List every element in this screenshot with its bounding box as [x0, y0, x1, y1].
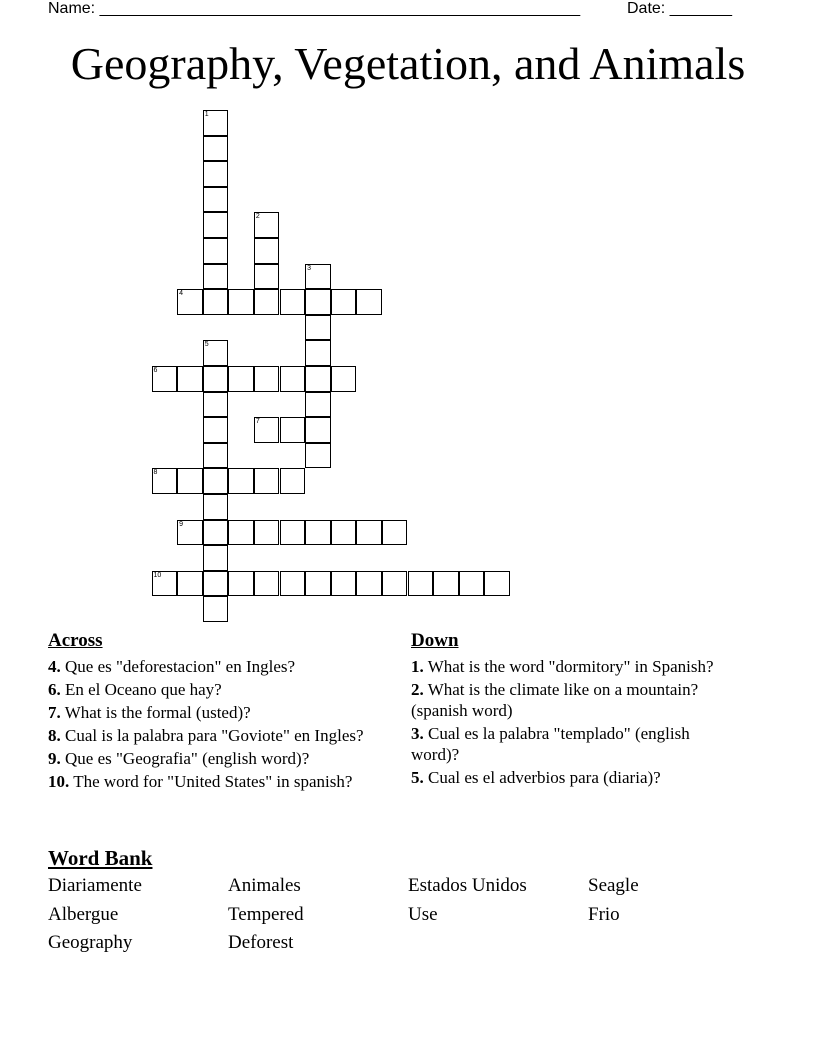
clue-num: 10. — [48, 772, 70, 791]
grid-cell[interactable] — [203, 136, 229, 162]
grid-cell[interactable] — [305, 264, 331, 290]
word-bank-item: Deforest — [228, 932, 294, 953]
grid-cell[interactable] — [254, 520, 280, 546]
across-clues — [48, 628, 378, 792]
across-clue — [48, 771, 378, 792]
word-bank-heading: Word Bank — [48, 846, 153, 870]
word-bank-item: Seagle — [588, 875, 639, 896]
grid-cell[interactable] — [433, 571, 459, 597]
grid-cell[interactable] — [305, 340, 331, 366]
grid-cell[interactable] — [484, 571, 510, 597]
across-clue — [48, 656, 378, 677]
grid-cell[interactable] — [305, 571, 331, 597]
grid-cell[interactable] — [280, 520, 306, 546]
clue-number: 6 — [153, 367, 158, 374]
word-bank-item: Use — [408, 903, 438, 925]
grid-cell[interactable] — [203, 494, 229, 520]
grid-cell[interactable] — [305, 289, 331, 315]
grid-cell[interactable] — [203, 161, 229, 187]
clue-text: What is the formal (usted)? — [60, 703, 251, 722]
grid-cell[interactable] — [331, 366, 357, 392]
clue-text: What is the climate like on a mountain? (spanish word) — [411, 680, 699, 720]
grid-cell[interactable] — [177, 289, 203, 315]
word-bank-item: Frio — [588, 903, 620, 925]
clue-number: 5 — [204, 341, 209, 349]
clue-text: Cual es la palabra "templado" (english word)? — [411, 724, 690, 764]
word-bank-item: Estados Unidos — [408, 875, 527, 896]
word-bank-item: Diariamente — [48, 875, 142, 896]
grid-cell[interactable] — [254, 238, 280, 264]
grid-cell[interactable] — [305, 366, 331, 392]
grid-cell[interactable] — [331, 520, 357, 546]
grid-cell[interactable] — [203, 392, 229, 418]
across-heading: Across — [48, 630, 103, 651]
grid-cell[interactable] — [228, 289, 254, 315]
grid-cell[interactable] — [382, 520, 408, 546]
page-title: Geography, Vegetation, and Animals — [70, 38, 746, 89]
grid-cell[interactable] — [382, 571, 408, 597]
clue-number: 7 — [255, 418, 260, 426]
down-clue — [411, 767, 741, 788]
grid-cell[interactable] — [203, 468, 229, 494]
grid-cell[interactable] — [356, 520, 382, 546]
clue-text: En el Oceano que hay? — [60, 680, 222, 699]
grid-cell[interactable] — [280, 417, 306, 443]
down-clue — [411, 679, 741, 721]
grid-cell[interactable] — [280, 289, 306, 315]
grid-cell[interactable] — [280, 468, 306, 494]
grid-cell[interactable] — [203, 340, 229, 366]
date-field[interactable]: Date: _______ — [627, 0, 732, 17]
grid-cell[interactable] — [305, 417, 331, 443]
down-clues — [411, 628, 741, 788]
clue-text: Que es "Geografia" (english word)? — [60, 749, 310, 768]
grid-cell[interactable] — [203, 264, 229, 290]
across-clue — [48, 748, 378, 769]
grid-cell[interactable] — [280, 366, 306, 392]
grid-cell[interactable] — [203, 238, 229, 264]
word-bank-item: Geography — [48, 932, 133, 953]
grid-cell[interactable] — [228, 366, 254, 392]
clue-num: 3. — [411, 724, 424, 743]
across-clue — [48, 679, 378, 700]
grid-cell[interactable] — [203, 571, 229, 597]
grid-cell[interactable] — [254, 289, 280, 315]
clue-text: Cual es el adverbios para (diaria)? — [423, 768, 661, 787]
grid-cell[interactable] — [203, 212, 229, 238]
grid-cell[interactable] — [152, 366, 178, 392]
grid-cell[interactable] — [408, 571, 434, 597]
word-bank-item: Albergue — [48, 903, 119, 925]
clue-num: 4. — [48, 657, 61, 676]
grid-cell[interactable] — [305, 520, 331, 546]
grid-cell[interactable] — [203, 417, 229, 443]
down-heading: Down — [411, 630, 459, 651]
grid-cell[interactable] — [177, 571, 203, 597]
grid-cell[interactable] — [254, 366, 280, 392]
grid-cell[interactable] — [203, 545, 229, 571]
clue-text: Cual is la palabra para "Goviote" en Ingles? — [60, 726, 364, 745]
grid-cell[interactable] — [203, 366, 229, 392]
grid-cell[interactable] — [203, 289, 229, 315]
word-bank-item: Animales — [228, 875, 301, 896]
grid-cell[interactable] — [203, 520, 229, 546]
grid-cell[interactable] — [203, 110, 229, 136]
grid-cell[interactable] — [356, 571, 382, 597]
clue-num: 6. — [48, 680, 61, 699]
clue-text: Que es "deforestacion" en Ingles? — [60, 657, 296, 676]
grid-cell[interactable] — [280, 571, 306, 597]
grid-cell[interactable] — [228, 571, 254, 597]
grid-cell[interactable] — [203, 187, 229, 213]
grid-cell[interactable] — [203, 443, 229, 469]
clue-number: 3 — [307, 264, 311, 272]
across-clue — [48, 725, 378, 746]
down-clue — [411, 723, 741, 765]
down-clue — [411, 656, 741, 677]
grid-cell[interactable] — [305, 392, 331, 418]
clue-number: 9 — [179, 520, 183, 528]
grid-cell[interactable] — [152, 571, 178, 597]
clue-num: 8. — [48, 726, 61, 745]
grid-cell[interactable] — [203, 596, 229, 622]
clue-number: 10 — [153, 571, 162, 579]
grid-cell[interactable] — [228, 520, 254, 546]
grid-cell[interactable] — [305, 443, 331, 469]
grid-cell[interactable] — [177, 468, 203, 494]
clue-num: 1. — [411, 657, 424, 676]
grid-cell[interactable] — [331, 571, 357, 597]
grid-cell[interactable] — [254, 468, 280, 494]
clue-text: What is the word "dormitory" in Spanish? — [423, 657, 714, 676]
grid-cell[interactable] — [356, 289, 382, 315]
grid-cell[interactable] — [305, 315, 331, 341]
clue-num: 9. — [48, 749, 61, 768]
across-clue — [48, 702, 378, 723]
grid-cell[interactable] — [254, 212, 280, 238]
clue-number: 2 — [255, 213, 260, 221]
clue-number: 1 — [204, 111, 209, 118]
clue-text: The word for "United States" in spanish? — [69, 772, 353, 791]
grid-cell[interactable] — [331, 289, 357, 315]
clue-num: 2. — [411, 680, 424, 699]
grid-cell[interactable] — [152, 468, 178, 494]
clue-number: 4 — [179, 290, 183, 298]
grid-cell[interactable] — [459, 571, 485, 597]
grid-cell[interactable] — [177, 366, 203, 392]
grid-cell[interactable] — [254, 417, 280, 443]
clue-num: 5. — [411, 768, 424, 787]
grid-cell[interactable] — [228, 468, 254, 494]
grid-cell[interactable] — [254, 264, 280, 290]
word-bank-item: Tempered — [228, 903, 304, 925]
grid-cell[interactable] — [254, 571, 280, 597]
name-field[interactable]: Name: ______________________________________________________ — [48, 0, 581, 17]
grid-cell[interactable] — [177, 520, 203, 546]
clue-num: 7. — [48, 703, 61, 722]
clue-number: 8 — [153, 469, 158, 477]
